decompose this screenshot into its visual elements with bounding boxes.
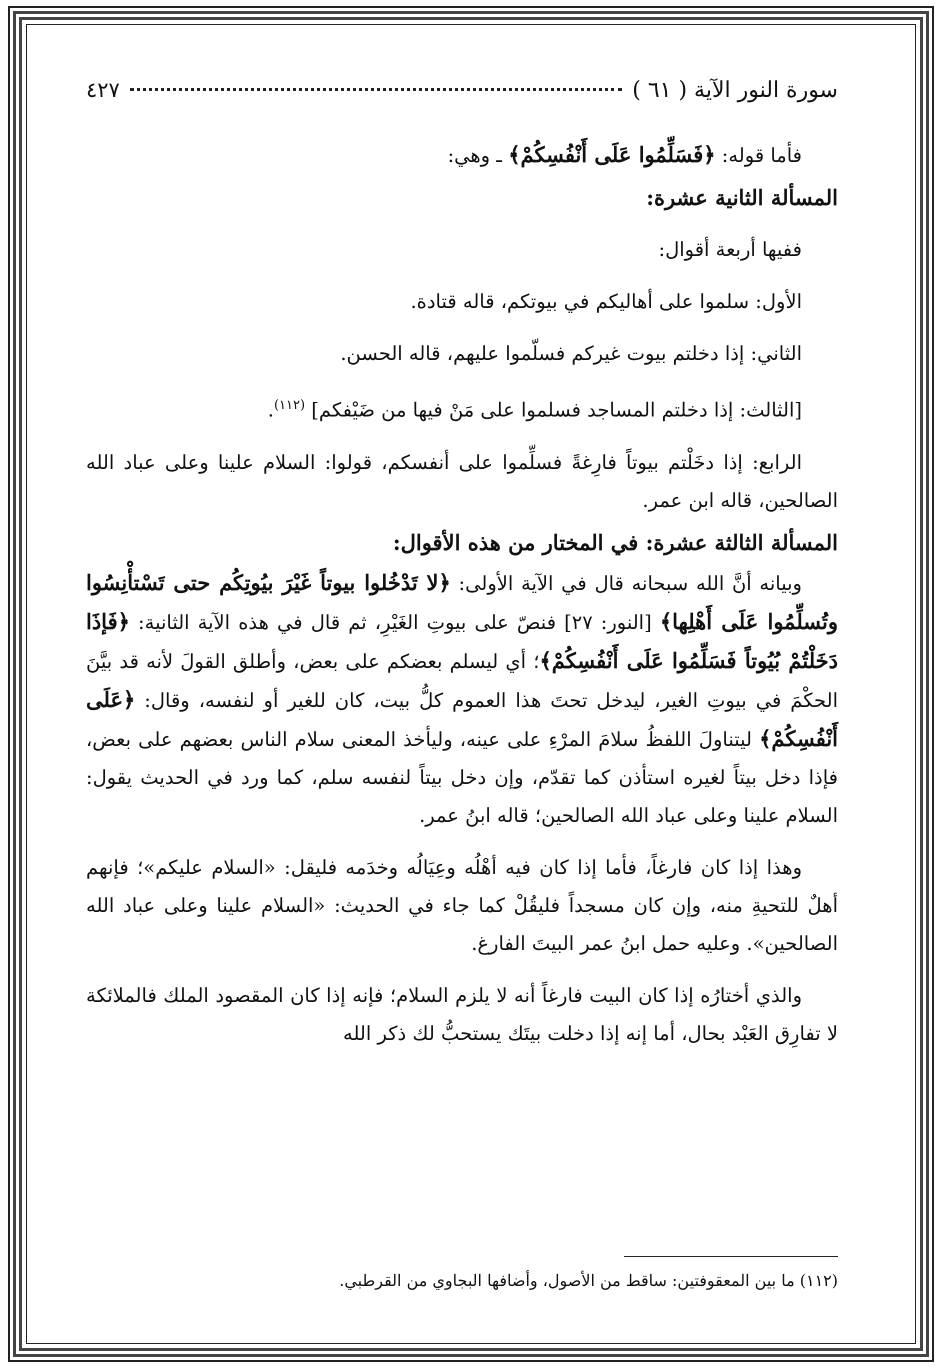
page-number: ٤٢٧ — [86, 78, 120, 102]
paragraph-second-saying: الثاني: إذا دخلتم بيوت غيركم فسلّموا عليهم، قاله الحسن. — [340, 342, 802, 365]
explanation-part-d: ليتناولَ اللفظُ سلامَ المرْءِ على عينه، وليأخذ المعنى سلام الناس بعضهم على بعض، فإذا دخل بيتاً لغيره استأذن كما تقدّم، وإن دخل بيتاً لنفسه سلم، كما ورد في الحديث يقول: السلام علينا وعلى عباد الله الصالحين؛ قاله ابنُ عمر. — [86, 727, 838, 827]
footnote-ref: (١١٢) — [273, 398, 306, 413]
explanation-part-a: وبيانه أنَّ الله سبحانه قال في الآية الأولى: — [450, 571, 802, 595]
paragraph-preferred: والذي أختارُه إذا كان البيت فارغاً أنه لا يلزم السلام؛ فإنه إذا كان المقصود الملك فالملائكة لا تفارِق العَبْد بحال، أما إنه إذا دخلت بيتَك يستحبُّ لك ذكر الله — [86, 983, 838, 1045]
paragraph-first-saying: الأول: سلموا على أهاليكم في بيوتكم، قاله قتادة. — [410, 290, 802, 313]
running-header — [86, 78, 838, 118]
footnote-divider — [624, 1256, 838, 1257]
paragraph-four-sayings: ففيها أربعة أقوال: — [658, 238, 802, 261]
footnote: (١١٢) ما بين المعقوفتين: ساقط من الأصول، وأضافها البجاوي من القرطبي. — [339, 1271, 838, 1290]
quran-quote: ﴿فَسَلِّمُوا عَلَى أَنْفُسِكُمْ﴾ — [508, 142, 716, 167]
section-heading-12: المسألة الثانية عشرة: — [646, 185, 838, 210]
header-leader-dots — [130, 88, 622, 91]
third-saying-text: [الثالث: إذا دخلتم المساجد فسلموا على مَنْ فيها من ضَيْفكم] — [311, 398, 802, 422]
header-title: سورة النور الآية ( ٦١ ) — [632, 78, 838, 103]
page-body — [86, 136, 838, 1053]
explanation-part-c: ؛ أي ليسلم بعضكم على بعض، وأطلق القولَ لأنه قد بيَّنَ الحكْمَ في بيوتِ الغير، ليدخل تحتَ هذا العموم كلُّ بيت، كان للغير أو لنفسه، وقال: — [86, 649, 838, 712]
intro-line — [86, 136, 838, 175]
explanation-part-b: [النور: ٢٧] فنصّ على بيوتِ الغَيْرِ، ثم قال في هذه الآية الثانية: — [129, 610, 660, 634]
paragraph-fourth-saying: الرابع: إذا دخَلْتم بيوتاً فارِغةً فسلِّموا على أنفسكم، قولوا: السلام علينا وعلى عباد الله الصالحين، قاله ابن عمر. — [86, 450, 838, 512]
quran-quote-2: ﴿فَإذَا دَخَلْتُمْ بُيُوتاً فَسَلِّمُوا عَلَى أَنْفُسِكُمْ﴾ — [86, 608, 838, 673]
section-heading-13: المسألة الثالثة عشرة: في المختار من هذه الأقوال: — [392, 529, 838, 555]
paragraph-third-saying: [الثالث: إذا دخلتم المساجد فسلموا على مَنْ فيها من ضَيْفكم] $^{(١١٢)}$. — [267, 398, 802, 422]
book-page — [86, 78, 838, 1338]
quran-quote-1: ﴿لا تَدْخُلوا بيوتاً غَيْرَ بيُوتِكُم حتى تَسْتأْنِسُوا وتُسلِّمُوا عَلَى أَهْلِها﴾ — [86, 569, 838, 634]
intro-prefix: فأما قوله: — [715, 144, 802, 167]
paragraph-explanation — [86, 564, 838, 835]
quran-quote-3: ﴿عَلَى أَنْفُسِكُمْ﴾ — [86, 686, 838, 751]
intro-suffix: ـ وهي: — [447, 144, 509, 167]
paragraph-empty-house: وهذا إذا كان فارغاً، فأما إذا كان فيه أهْلُه وعِيَالُه وخدَمه فليقل: «السلام عليكم»؛ فإنهم أهلٌ للتحيةِ منه، وإن كان مسجداً فليقُلْ كما جاء في الحديث: «السلام علينا وعلى عباد الله الصالحين». وعليه حمل ابنُ عمر البيتَ الفارغ. — [86, 855, 838, 955]
